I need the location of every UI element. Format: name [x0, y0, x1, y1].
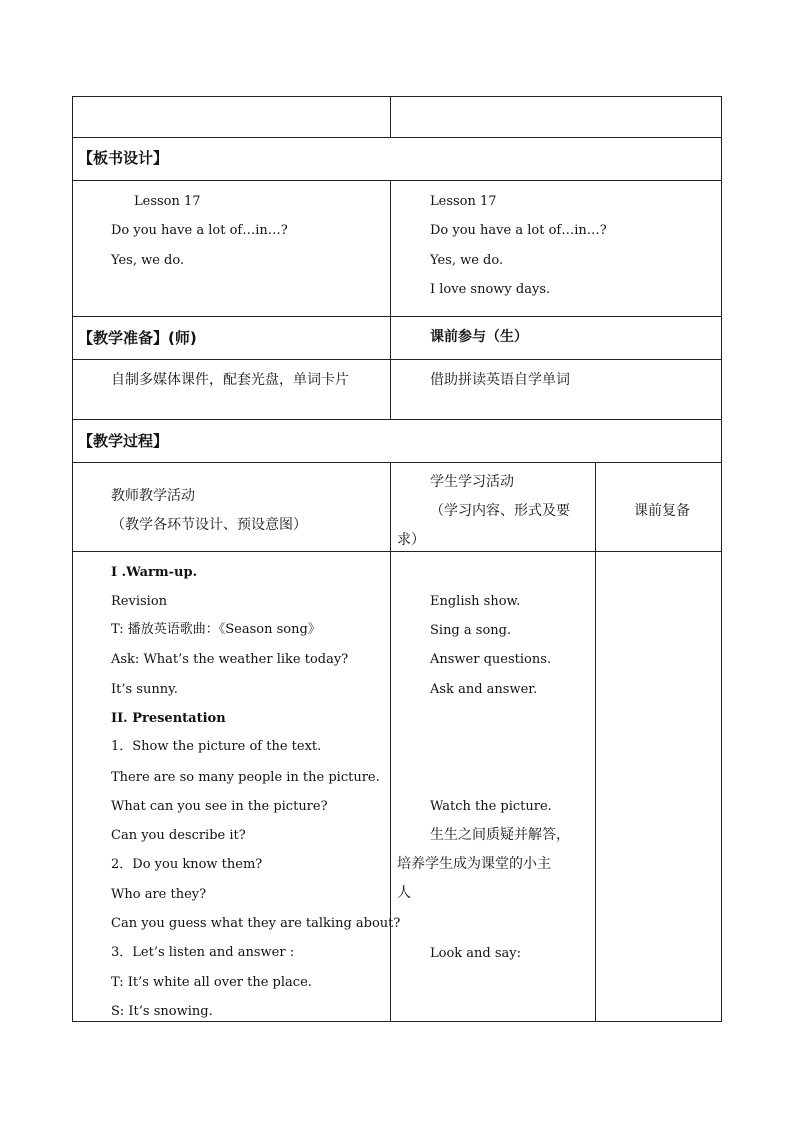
row-line — [72, 462, 722, 463]
teacher-line: I .Warm-up. — [111, 565, 198, 580]
teacher-line: What can you see in the picture? — [111, 799, 328, 814]
teacher-line: Revision — [111, 594, 168, 609]
board-right-line: I love snowy days. — [430, 282, 551, 297]
pre-class-review-title: 课前复备 — [634, 503, 690, 519]
student-line: Sing a song. — [430, 623, 512, 638]
col-line — [390, 462, 391, 1022]
teacher-preparation-header: 【教学准备】(师) — [78, 329, 197, 347]
col-line — [72, 96, 73, 1022]
row-line — [72, 96, 722, 97]
teaching-process-header: 【教学过程】 — [78, 432, 169, 450]
student-activity-subtitle-cont: 求） — [397, 532, 425, 548]
teacher-line: Who are they? — [111, 887, 207, 902]
student-activity-title: 学生学习活动 — [430, 474, 514, 490]
student-line: English show. — [430, 594, 521, 609]
board-left-line: Yes, we do. — [111, 253, 185, 268]
row-line — [72, 137, 722, 138]
student-line: 生生之间质疑并解答， — [430, 827, 570, 843]
teacher-line: T: It’s white all over the place. — [111, 975, 312, 990]
teacher-line: 2．Do you know them? — [111, 857, 263, 872]
row-line — [72, 419, 722, 420]
row-line — [72, 316, 722, 317]
board-right-line: Do you have a lot of…in…? — [430, 223, 607, 238]
row-line — [72, 359, 722, 360]
board-left-line: Lesson 17 — [134, 194, 201, 209]
teacher-line: 3．Let’s listen and answer : — [111, 945, 295, 960]
board-right-line: Yes, we do. — [430, 253, 504, 268]
col-line — [721, 96, 722, 1022]
teacher-line: It’s sunny. — [111, 682, 178, 697]
teacher-line: Ask: What’s the weather like today? — [111, 652, 349, 667]
teacher-line: S: It’s snowing. — [111, 1004, 213, 1019]
board-design-header: 【板书设计】 — [78, 149, 169, 167]
teacher-activity-title: 教师教学活动 — [111, 488, 195, 504]
teacher-preparation-text: 自制多媒体课件，配套光盘，单词卡片 — [111, 372, 349, 388]
student-line: Ask and answer. — [430, 682, 538, 697]
student-line: Watch the picture. — [430, 799, 552, 814]
student-line: Answer questions. — [430, 652, 552, 667]
col-line — [595, 462, 596, 1022]
row-line — [72, 1021, 722, 1022]
teacher-line: T: 播放英语歌曲：《Season song》 — [111, 622, 321, 637]
student-line: Look and say: — [430, 946, 522, 961]
student-line: 人 — [397, 885, 411, 901]
col-line — [390, 180, 391, 420]
student-preparation-text: 借助拼读英语自学单词 — [430, 372, 570, 388]
teacher-line: There are so many people in the picture. — [111, 770, 380, 785]
teacher-activity-subtitle: （教学各环节设计、预设意图） — [111, 517, 307, 533]
row-line — [72, 180, 722, 181]
teacher-line: Can you guess what they are talking about? — [111, 916, 401, 931]
col-line — [390, 96, 391, 138]
board-right-line: Lesson 17 — [430, 194, 497, 209]
student-activity-subtitle: （学习内容、形式及要 — [430, 503, 570, 519]
teacher-line: 1．Show the picture of the text. — [111, 739, 322, 754]
student-preparation-header: 课前参与（生） — [430, 329, 528, 345]
board-left-line: Do you have a lot of…in…? — [111, 223, 288, 238]
teacher-line: Can you describe it? — [111, 828, 246, 843]
row-line — [72, 551, 722, 552]
student-line: 培养学生成为课堂的小主 — [397, 856, 551, 872]
teacher-line: II. Presentation — [111, 711, 226, 726]
